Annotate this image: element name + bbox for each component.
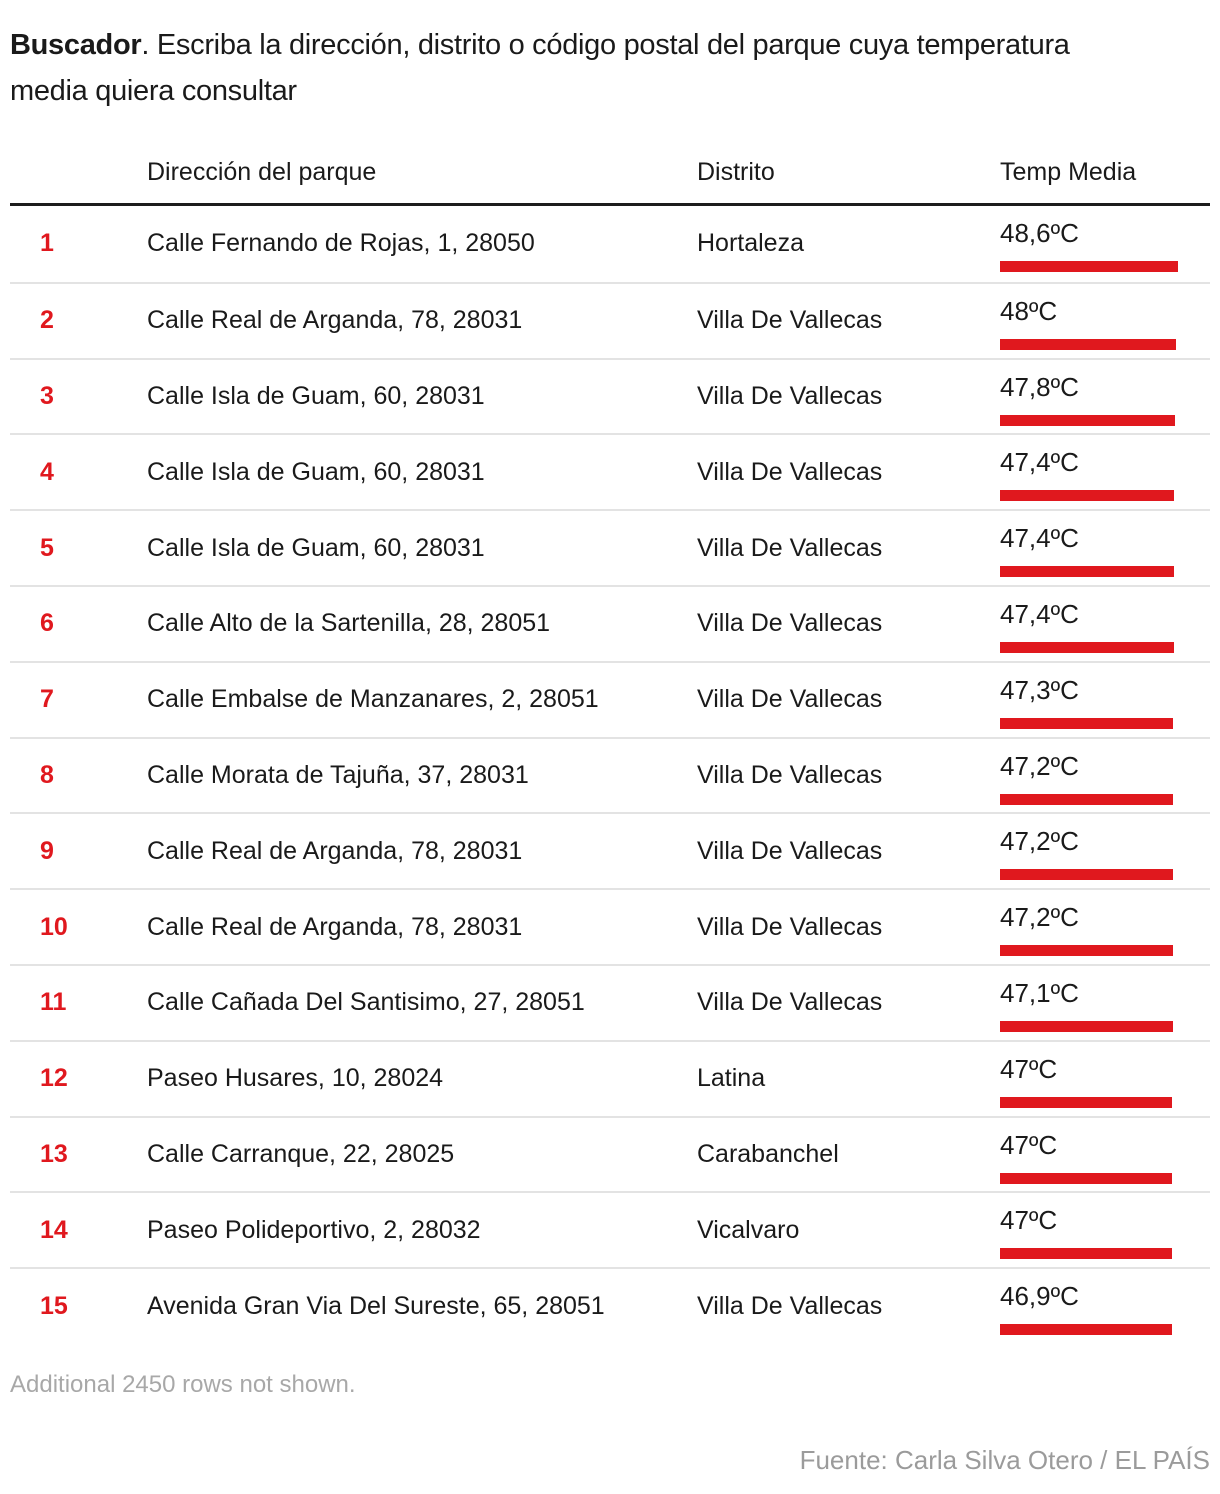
temp-bar xyxy=(1000,339,1176,350)
temp-value-label: 47,1ºC xyxy=(1000,977,1079,1008)
temp-cell xyxy=(1000,1193,1210,1267)
temp-bar xyxy=(1000,869,1173,880)
temp-value-label: 47ºC xyxy=(1000,1205,1058,1236)
park-district: Villa De Vallecas xyxy=(697,381,883,410)
table-row xyxy=(10,282,1210,358)
temp-bar xyxy=(1000,1021,1173,1032)
temp-bar xyxy=(1000,1324,1172,1335)
source-credit: Fuente: Carla Silva Otero / EL PAÍS xyxy=(799,1444,1210,1475)
table-header-row xyxy=(10,114,1210,206)
row-rank: 12 xyxy=(40,1064,68,1093)
row-rank: 10 xyxy=(40,912,68,941)
temp-bar xyxy=(1000,490,1174,501)
temp-value-label: 46,9ºC xyxy=(1000,1281,1079,1312)
park-district: Villa De Vallecas xyxy=(697,609,883,638)
page-title xyxy=(10,0,1090,114)
temp-bar xyxy=(1000,794,1173,805)
table-row xyxy=(10,888,1210,964)
row-rank: 2 xyxy=(40,306,54,335)
table-row xyxy=(10,1191,1210,1267)
temp-bar xyxy=(1000,642,1174,653)
temp-value-label: 47ºC xyxy=(1000,1129,1058,1160)
column-header-district: Distrito xyxy=(697,158,775,186)
row-rank: 6 xyxy=(40,609,54,638)
temp-bar xyxy=(1000,718,1173,729)
row-rank: 8 xyxy=(40,760,54,789)
rows-not-shown-note: Additional 2450 rows not shown. xyxy=(10,1370,356,1398)
park-address: Calle Real de Arganda, 78, 28031 xyxy=(147,912,523,941)
park-district: Latina xyxy=(697,1064,766,1093)
temp-value-label: 47,2ºC xyxy=(1000,826,1079,857)
temp-value-label: 47,4ºC xyxy=(1000,447,1079,478)
parks-table xyxy=(10,114,1210,1343)
row-rank: 5 xyxy=(40,533,54,562)
park-address: Paseo Polideportivo, 2, 28032 xyxy=(147,1215,481,1244)
page-title-rest: . Escriba la dirección, distrito o código postal del parque cuya temperatura media quiera consultar xyxy=(10,29,1070,107)
temp-cell xyxy=(1000,435,1210,509)
row-rank: 15 xyxy=(40,1291,68,1320)
column-header-temp: Temp Media xyxy=(1000,158,1137,186)
table-row xyxy=(10,661,1210,737)
row-rank: 14 xyxy=(40,1215,68,1244)
park-address: Calle Isla de Guam, 60, 28031 xyxy=(147,381,485,410)
temp-bar xyxy=(1000,1173,1172,1184)
temp-bar xyxy=(1000,945,1173,956)
row-rank: 4 xyxy=(40,457,54,486)
table-row xyxy=(10,358,1210,434)
park-address: Calle Real de Arganda, 78, 28031 xyxy=(147,306,523,335)
park-district: Vicalvaro xyxy=(697,1215,800,1244)
park-district: Hortaleza xyxy=(697,229,804,258)
park-address: Calle Alto de la Sartenilla, 28, 28051 xyxy=(147,609,551,638)
park-district: Villa De Vallecas xyxy=(697,457,883,486)
park-district: Villa De Vallecas xyxy=(697,912,883,941)
temp-cell xyxy=(1000,890,1210,964)
park-address: Calle Embalse de Manzanares, 2, 28051 xyxy=(147,685,599,714)
temp-cell xyxy=(1000,360,1210,434)
temp-value-label: 47ºC xyxy=(1000,1053,1058,1084)
temp-cell xyxy=(1000,966,1210,1040)
temp-cell xyxy=(1000,284,1210,358)
park-address: Calle Real de Arganda, 78, 28031 xyxy=(147,836,523,865)
row-rank: 13 xyxy=(40,1139,68,1168)
park-district: Villa De Vallecas xyxy=(697,760,883,789)
table-row xyxy=(10,509,1210,585)
temp-cell xyxy=(1000,587,1210,661)
temp-cell xyxy=(1000,1042,1210,1116)
temp-cell xyxy=(1000,206,1210,282)
temp-cell xyxy=(1000,1118,1210,1192)
table-row xyxy=(10,737,1210,813)
row-rank: 9 xyxy=(40,836,54,865)
park-district: Villa De Vallecas xyxy=(697,836,883,865)
park-address: Calle Fernando de Rojas, 1, 28050 xyxy=(147,229,535,258)
temp-bar xyxy=(1000,261,1178,272)
row-rank: 1 xyxy=(40,229,54,258)
temp-bar xyxy=(1000,1097,1172,1108)
temp-value-label: 47,2ºC xyxy=(1000,902,1079,933)
column-header-address: Dirección del parque xyxy=(147,158,377,186)
table-row xyxy=(10,812,1210,888)
table-row xyxy=(10,585,1210,661)
park-district: Carabanchel xyxy=(697,1139,839,1168)
park-address: Avenida Gran Via Del Sureste, 65, 28051 xyxy=(147,1291,605,1320)
park-district: Villa De Vallecas xyxy=(697,685,883,714)
temp-value-label: 47,3ºC xyxy=(1000,674,1079,705)
table-body xyxy=(10,206,1210,1343)
park-address: Calle Cañada Del Santisimo, 27, 28051 xyxy=(147,988,585,1017)
park-address: Calle Isla de Guam, 60, 28031 xyxy=(147,457,485,486)
temp-cell xyxy=(1000,814,1210,888)
park-address: Calle Carranque, 22, 28025 xyxy=(147,1139,455,1168)
page-title-lead: Buscador xyxy=(10,29,142,61)
temp-cell xyxy=(1000,1269,1210,1343)
temp-value-label: 48,6ºC xyxy=(1000,218,1079,248)
table-row xyxy=(10,1267,1210,1343)
temp-value-label: 48ºC xyxy=(1000,295,1058,326)
table-row xyxy=(10,964,1210,1040)
table-row xyxy=(10,206,1210,282)
park-district: Villa De Vallecas xyxy=(697,988,883,1017)
row-rank: 7 xyxy=(40,685,54,714)
temp-bar xyxy=(1000,1248,1172,1259)
park-address: Calle Morata de Tajuña, 37, 28031 xyxy=(147,760,529,789)
temp-cell xyxy=(1000,663,1210,737)
temp-bar xyxy=(1000,415,1175,426)
temp-value-label: 47,8ºC xyxy=(1000,371,1079,402)
temp-value-label: 47,4ºC xyxy=(1000,598,1079,629)
park-district: Villa De Vallecas xyxy=(697,1291,883,1320)
row-rank: 3 xyxy=(40,381,54,410)
temp-bar xyxy=(1000,566,1174,577)
temp-value-label: 47,2ºC xyxy=(1000,750,1079,781)
park-district: Villa De Vallecas xyxy=(697,533,883,562)
row-rank: 11 xyxy=(40,988,67,1017)
temp-cell xyxy=(1000,739,1210,813)
park-address: Calle Isla de Guam, 60, 28031 xyxy=(147,533,485,562)
park-district: Villa De Vallecas xyxy=(697,306,883,335)
park-address: Paseo Husares, 10, 28024 xyxy=(147,1064,444,1093)
table-row xyxy=(10,1040,1210,1116)
table-row xyxy=(10,1116,1210,1192)
temp-value-label: 47,4ºC xyxy=(1000,523,1079,554)
temp-cell xyxy=(1000,511,1210,585)
table-row xyxy=(10,433,1210,509)
